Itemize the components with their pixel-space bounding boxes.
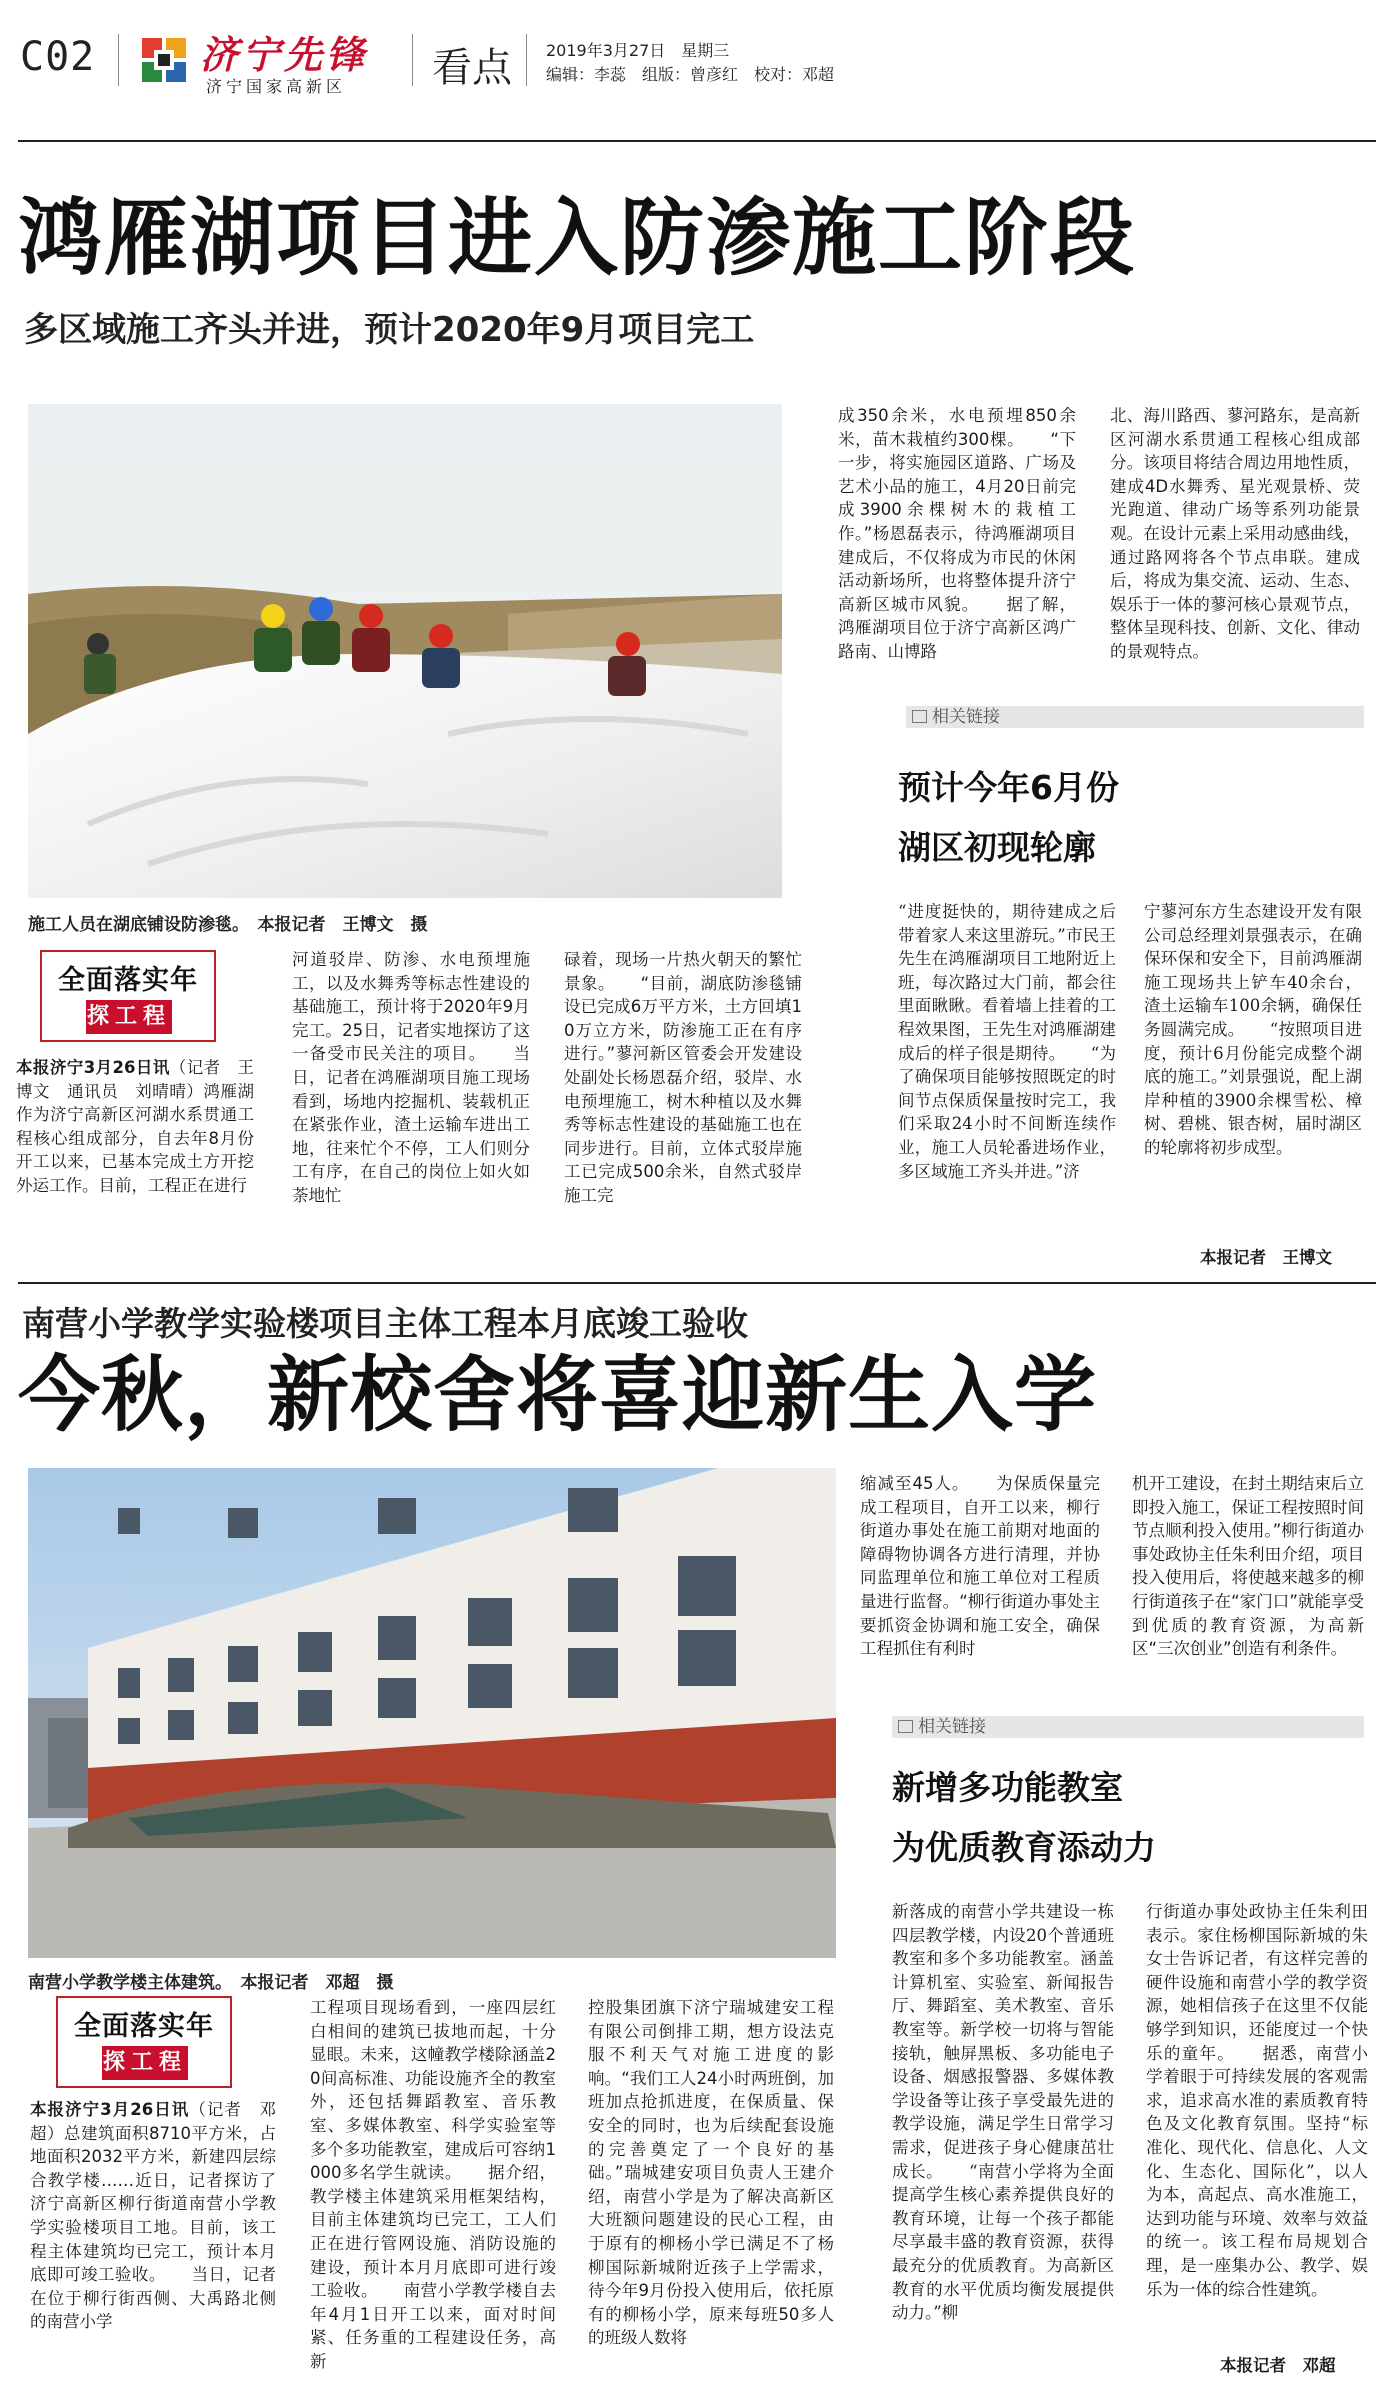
related2-column-2: 行街道办事处政协主任朱利田表示。家住杨柳国际新城的朱女士告诉记者，有这样完善的硬件设施和南营小学的教学资源，她相信孩子在这里不仅能够学到知识，还能度过一个快乐的童年。 据悉，南营小学着眼于可持续发展的客观需求，追求高水准的素质教育特色及文化教育氛围。坚持“标准化、现代化、信息化、人文化、生态化、国际化”，以人为本，高起点、高水准施工，达到功能与环境、效率与效益的统一。该工程布局规划合理，是一座集办公、教学、娱乐为一体的综合性建筑。 xyxy=(1146,1902,1368,2299)
article2-photo-caption: 南营小学教学楼主体建筑。 本报记者 邓超 摄 xyxy=(28,1973,394,1993)
article2-column-3: 控股集团旗下济宁瑞城建安工程有限公司倒排工期，想方设法克服不利天气对施工进度的影响。“我们工人24小时两班倒，加班加点抢抓进度，在保质量、保安全的同时，也为后续配套设施的完善奠定了一个良好的基础。”瑞城建安项目负责人王建介绍，南营小学是为了解决高新区大班额问题建设的民心工程，由于原有的柳杨小学已满足不了杨柳国际新城附近孩子上学需求，待今年9月份投入使用后，依托原有的柳杨小学，原来每班50多人的班级人数将 xyxy=(588,1998,834,2348)
newspaper-logo-icon xyxy=(138,34,190,86)
related-links-bar-1 xyxy=(906,706,1364,728)
badge-top-text: 全面落实年 xyxy=(74,2011,214,2042)
article1-column-4: 成350余米，水电预埋850余米，苗木栽植约300棵。 “下一步，将实施园区道路、广场及艺术小品的施工，4月20日前完成3900余棵树木的栽植工作。”杨恩磊表示，待鸿雁湖项目建成后，不仅将成为市民的休闲活动新场所，也将整体提升济宁高新区城市风貌。 据了解，鸿雁湖项目位于济宁高新区鸿广路南、山博路 xyxy=(838,406,1076,661)
article-divider xyxy=(18,1282,1376,1284)
article1-text-1: （记者 王博文 通讯员 刘晴晴）鸿雁湖作为济宁高新区河湖水系贯通工程核心组成部分，自去年8月份开工以来，已基本完成土方开挖外运工作。目前，工程正在进行 xyxy=(16,1058,254,1195)
article1-photo xyxy=(28,404,782,898)
issue-date: 2019年3月27日 星期三 xyxy=(546,41,730,60)
article2-column-badge xyxy=(56,1996,232,2088)
related-links-bar-2 xyxy=(892,1716,1364,1738)
article1-headline: 鸿雁湖项目进入防渗施工阶段 xyxy=(18,189,1137,287)
article2-text-1: （记者 邓超）总建筑面积8710平方米，占地面积2032平方米，新建四层综合教学楼……近日，记者探访了济宁高新区柳行街道南营小学教学实验楼项目工地。目前，该工程主体建筑均已完工，预计本月底即可竣工验收。 当日，记者在位于柳行街西侧、大禹路北侧的南营小学 xyxy=(30,2100,276,2332)
page-number: C02 xyxy=(20,34,96,80)
article2-column-1 xyxy=(30,2098,276,2380)
article2-column-5: 机开工建设，在封土期结束后立即投入施工，保证工程按照时间节点顺利投入使用。”柳行街道办事处政协主任朱利田介绍，项目投入使用后，将使越来越多的柳行街道孩子在“家门口”就能享受到优质的教育资源，为高新区“三次创业”创造有利条件。 xyxy=(1132,1474,1364,1659)
related2-title-line2: 为优质教育添动力 xyxy=(892,1828,1156,1867)
badge-bottom-text: 探工程 xyxy=(86,1000,172,1034)
link-box-icon xyxy=(898,1720,913,1733)
masthead xyxy=(0,0,1394,96)
badge-top-text: 全面落实年 xyxy=(58,965,198,996)
article1-column-2: 河道驳岸、防渗、水电预埋施工，以及水舞秀等标志性建设的基础施工，预计将于2020年9月完工。25日，记者实地探访了这一备受市民关注的项目。 当日，记者在鸿雁湖项目施工现场看到，场地内挖掘机、装载机正在紧张作业，渣土运输车进出工地，往来忙个不停，工人们则分工有序，在自己的岗位上如火如荼地忙 xyxy=(292,950,530,1205)
article1-subhead: 多区域施工齐头并进，预计2020年9月项目完工 xyxy=(24,310,755,350)
article1-photo-caption: 施工人员在湖底铺设防渗毯。 本报记者 王博文 摄 xyxy=(28,915,428,935)
article2-column-2: 工程项目现场看到，一座四层红白相间的建筑已拔地而起，十分显眼。未来，这幢教学楼除涵盖20间高标准、功能设施齐全的教室外，还包括舞蹈教室、音乐教室、多媒体教室、科学实验室等多个多功能教室，建成后可容纳1000多名学生就读。 据介绍，教学楼主体建筑采用框架结构，目前主体建筑均已完工，工人们正在进行管网设施、消防设施的建设，预计本月月底即可进行竣工验收。 南营小学教学楼自去年4月1日开工以来，面对时间紧、任务重的工程建设任务，高新 xyxy=(310,1998,556,2371)
related-links-label: 相关链接 xyxy=(918,1717,986,1737)
article2-photo xyxy=(28,1468,836,1958)
article2-dateline: 本报济宁3月26日讯 xyxy=(30,2100,190,2119)
related1-column-1: “进度挺快的，期待建成之后带着家人来这里游玩。”市民王先生在鸿雁湖项目工地附近上班，每次路过大门前，都会往里面瞅瞅。看着墙上挂着的工程效果图，王先生对鸿雁湖建成后的样子很是期待。 “为了确保项目能够按照既定的时间节点保质保量按时完工，我们采取24小时不间断连续作业，施工人员轮番进场作业，多区域施工齐头并进。”济 xyxy=(898,902,1116,1181)
related-links-label: 相关链接 xyxy=(932,707,1000,727)
link-box-icon xyxy=(912,710,927,723)
related2-title-line1: 新增多功能教室 xyxy=(892,1768,1123,1807)
section-name: 看点 xyxy=(432,45,512,91)
masthead-rule xyxy=(18,140,1376,142)
article1-dateline: 本报济宁3月26日讯 xyxy=(16,1058,170,1077)
related2-column-1: 新落成的南营小学共建设一栋四层教学楼，内设20个普通班教室和多个多功能教室。涵盖计算机室、实验室、新闻报告厅、舞蹈室、美术教室、音乐教室等。新学校一切将与智能接轨，触屏黑板、多功能电子设备、烟感报警器、多媒体教学设备等让孩子享受最先进的教学设施，满足学生日常学习需求，促进孩子身心健康茁壮成长。 “南营小学将为全面提高学生核心素养提供良好的教育环境，让每一个孩子都能尽享最丰盛的教育资源，获得最充分的优质教育。为高新区教育的水平优质均衡发展提供动力。”柳 xyxy=(892,1902,1114,2323)
article1-column-3: 碌着，现场一片热火朝天的繁忙景象。 “目前，湖底防渗毯铺设已完成6万平方米，土方回填10万立方米，防渗施工正在有序进行。”蓼河新区管委会开发建设处副处长杨恩磊介绍，驳岸、水电预埋施工，树木种植以及水舞秀等标志性建设的基础施工也在同步进行。目前，立体式驳岸施工已完成500余米，自然式驳岸施工完 xyxy=(564,950,802,1205)
related1-byline: 本报记者 王博文 xyxy=(1200,1248,1332,1267)
related1-column-2: 宁蓼河东方生态建设开发有限公司总经理刘景强表示，在确保环保和安全下，目前鸿雁湖施工现场共上铲车40余台，渣土运输车100余辆，确保任务圆满完成。 “按照项目进度，预计6月份能完成整个湖底的施工。”刘景强说，配上湖岸种植的3900余棵雪松、樟树、碧桃、银杏树，届时湖区的轮廓将初步成型。 xyxy=(1144,902,1362,1157)
related1-title-line1: 预计今年6月份 xyxy=(898,768,1119,807)
related2-byline: 本报记者 邓超 xyxy=(1220,2356,1336,2375)
article1-column-badge xyxy=(40,950,216,1042)
article2-headline: 今秋，新校舍将喜迎新生入学 xyxy=(18,1348,1098,1443)
article1-column-5: 北、海川路西、蓼河路东，是高新区河湖水系贯通工程核心组成部分。该项目将结合周边用地性质，建成4D水舞秀、星光观景桥、荧光跑道、律动广场等系列功能景观。在设计元素上采用动感曲线，通过路网将各个节点串联。建成后，将成为集交流、运动、生态、娱乐于一体的蓼河核心景观节点，整体呈现科技、创新、文化、律动的景观特点。 xyxy=(1110,406,1360,661)
editors-line: 编辑：李蕊 组版：曾彦红 校对：邓超 xyxy=(546,65,835,84)
article1-column-1 xyxy=(16,1056,254,1272)
newspaper-subtitle: 济宁国家高新区 xyxy=(206,77,347,96)
article2-kicker: 南营小学教学实验楼项目主体工程本月底竣工验收 xyxy=(22,1304,748,1343)
article2-column-4: 缩减至45人。 为保质保量完成工程项目，自开工以来，柳行街道办事处在施工前期对地面的障碍物协调各方进行清理，并协同监理单位和施工单位对工程质量进行监督。“柳行街道办事处主要抓资金协调和施工安全，确保工程抓住有利时 xyxy=(860,1474,1100,1659)
related1-title-line2: 湖区初现轮廓 xyxy=(898,828,1096,867)
badge-bottom-text: 探工程 xyxy=(102,2046,188,2080)
newspaper-title: 济宁先锋 xyxy=(200,32,369,77)
